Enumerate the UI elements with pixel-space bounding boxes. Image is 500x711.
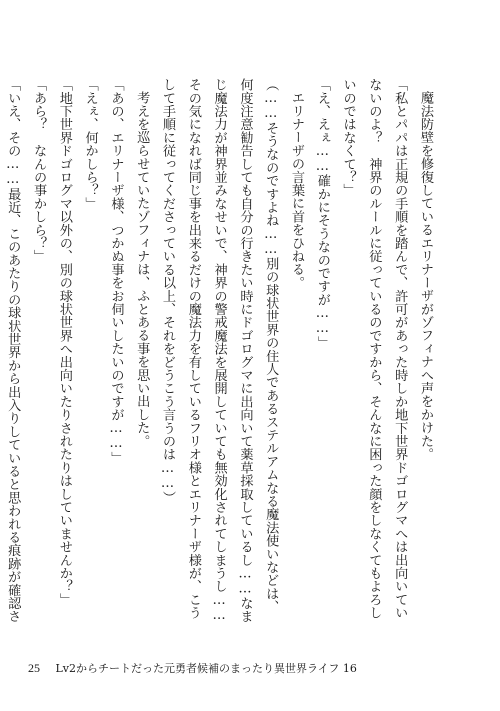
paragraph: 「あら？ なんの事かしら？」 [31,78,47,263]
paragraph: 「えぇ、何かしら？」 [82,78,98,210]
page-footer [28,660,357,676]
paragraph: 魔法防壁を修復しているエリナーザがゾフィナへ声をかけた。 [418,91,433,461]
paragraph: 「あの、エリナーザ様、つかぬ事をお伺いしたいのですが……」 [108,78,124,465]
page-number: 25 [28,661,40,675]
paragraph: 「私とパパは正規の手順を踏んで、許可があった時しか地下世界ドゴログマへは出向いていないのよ？ 神界のルールに従っているのですから、そんなに困った顔をしなくてもよろしいのではなくて？」 [340,78,408,620]
paragraph: エリナーザの言葉に首をひねる。 [289,91,305,290]
paragraph: （……そうなのですよね……別の球状世界の住人であるステルアムなる魔法使いなどは、何度注意勧告しても自分の行きたい時にドゴログマに出向いて薬草採取しているし……なまじ魔法力が神界並みなせいで、神界の警戒魔法を展開していても無効化されてしまうし……その気になれば同じ事を出来るだけの魔法力を有しているフリオ様とエリナーザ様が、こうして手順に従ってくださっている以上、それをどうこう言うのは……） [160,78,279,623]
paragraph: 「地下世界ドゴログマ以外の、別の球状世界へ出向いたりされたりはしていませんか？」 [56,78,72,606]
paragraph: 考えを巡らせていたゾフィナは、ふとある事を思い出した。 [134,91,150,448]
book-title: Lv2からチートだった元勇者候補のまったり異世界ライフ 16 [55,662,357,675]
vertical-text-body [5,78,438,626]
paragraph: 「え、えぇ……確かにそうなのですが……」 [314,78,330,350]
paragraph: 「いえ、その……最近、このあたりの球状世界から出入りしていると思われる痕跡が確認さ [5,78,21,623]
